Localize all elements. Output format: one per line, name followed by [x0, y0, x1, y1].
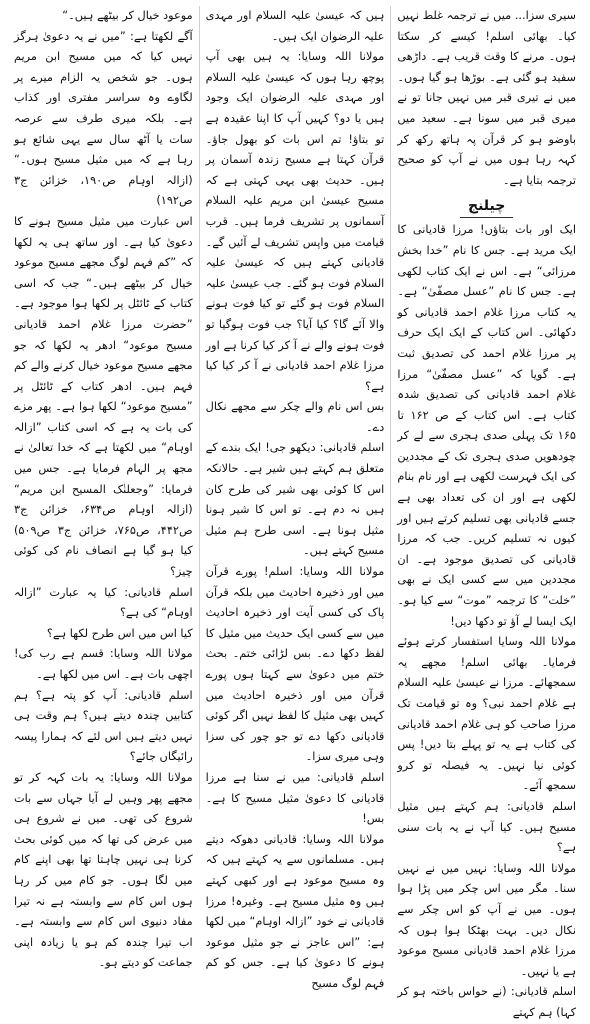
section-heading	[397, 195, 576, 218]
paragraph: کیا اس میں اس طرح لکھا ہے؟	[46, 626, 193, 640]
paragraph: مولانا اللہ وسایا: اسلم! پورے قرآن میں اور ذخیرہ احادیث میں بلکہ قرآن پاک کی کسی آیت اور ذخیرہ احادیث میں سے کسی ایک حدیث میں مثیل کا لفظ دکھا دے۔ بس لڑائی ختم۔ بحث ختم میں دعویٰ سے کہتا ہوں پورے قرآن میں اور ذخیرہ احادیث میں کہیں بھی مثیل کا لفظ نہیں اگر کوئی قادیانی دکھا دے تو جو چور کی سزا وہی میری سزا۔	[205, 565, 385, 764]
paragraph: اس عبارت میں مثیل مسیح ہونے کا دعویٰ کیا ہے۔ اور ساتھ ہی یہ لکھا کہ ”کم فہم لوگ مجھے مسیح موعود خیال کر بیٹھے ہیں۔“ جب کہ اسی کتاب کے ٹائٹل پر لکھا ہوا موجود ہے۔ ”حضرت مرزا غلام احمد قادیانی مسیح موعود“ ادھر یہ لکھا کہ جو مجھے مسیح موعود خیال کرنے والے کم فہم ہیں۔ ادھر کتاب کے ٹائٹل پر ”مسیح موعود“ لکھا ہوا ہے۔ پھر مزے کی بات یہ ہے کہ اسی کتاب ”ازالہ اوہام“ میں لکھتا ہے کہ خدا تعالیٰ نے مجھ پر الہام فرمایا ہے۔ جس میں فرمایا: ”وجعلنٰک المسیح ابن مریم“ (ازالہ اوہام ص۶۳۴، خزائن ج۳ ص۴۴۲، ص۷۶۵، خزائن ج۳ ص۵۰۹) کیا ہو گیا ہے انصاف نام کی کوئی چیز؟	[13, 214, 193, 579]
paragraph: مولانا اللہ وسایا: قسم ہے رب کی! اچھی بات ہے۔ اس میں لکھا ہے۔	[13, 647, 193, 681]
paragraph: اسلم قادیانی: ہم کہتے ہیں مثیل مسیح ہیں۔ کیا آپ نے یہ بات سنی ہے؟	[397, 799, 576, 855]
text-column-right	[391, 6, 582, 1019]
paragraph: سیری سزا... میں نے ترجمہ غلط نہیں کیا۔ بھائی اسلم! کیسے کر سکتا ہوں۔ مرنے کا وقت قریب ہے۔ داڑھی سفید ہو گئی ہے۔ بوڑھا ہو گیا ہوں۔ میں نے تیری قبر میں نہیں جانا تو نے میری قبر میں سونا ہے۔ سعید میں باوضو ہو کر قرآن پہ ہاتھ رکھ کر کہہ رہا ہوں میں نے آپ کو صحیح ترجمہ بتایا ہے۔	[397, 9, 576, 187]
paragraph: مولانا اللہ وسایا: یہ بات کہہ کر تو مجھے پھر وہیں لے آیا جہاں سے بات شروع کی تھی۔ میں نے شروع ہی میں عرض کی تھا کہ میں کوئی بحث کرنا ہی نہیں چاہتا تھا بھی اپنے کام میں لگا ہوں۔ جو کام میں کر رہا ہوں اس کام سے وابستہ ہے نہ تیرا مفاد دنیوی اس کام سے وابستہ ہے۔ اب تیرا چندہ کم ہو یا زیادہ اپنی جماعت کو دیتے ہو۔	[13, 770, 193, 970]
paragraph: ہیں کہ عیسیٰ علیہ السلام اور مہدی علیہ الرضوان ایک ہیں۔	[205, 9, 385, 43]
paragraph: مولانا اللہ وسایا: یہ ہیں بھی آپ پوچھ رہا ہوں کہ عیسیٰ علیہ السلام اور مہدی علیہ الرضوان ایک وجود ہیں یا دو؟ کہیں آپ کا اپنا عقیدہ ہے تو بتاؤ! تم اس بات کو بھول جاؤ۔ قرآن کہتا ہے مسیح زندہ آسمان پر ہیں۔ حدیث بھی یہی کہتی ہے کہ مسیح عیسیٰ ابن مریم علیہ السلام آسمانوں پر تشریف فرما ہیں۔ قرب قیامت میں واپس تشریف لے آئیں گے۔ قادیانی کہتے ہیں کہ عیسیٰ علیہ السلام فوت ہو گئے۔ جب عیسیٰ علیہ السلام فوت ہو گئے تو کیا فوت ہونے والا آئے گا؟ کیا آیا؟ جب فوت ہوگیا تو فوت ہونے والے نے آ کر کیا کرنا ہے اور مرزا غلام احمد قادیانی نے آ کر کیا کیا ہے؟	[205, 50, 385, 393]
paragraph: مولانا اللہ وسایا: نہیں میں نے نہیں سنا۔ مگر میں اس چکر میں پڑا ہوا ہوں۔ میں نے آپ کو اس چکر سے نکال دیں۔ بہت بھٹکا ہوا ہوں کہ مرزا غلام احمد قادیانی مسیح موعود ہے یا نہیں۔	[397, 861, 576, 978]
paragraph: موعود خیال کر بیٹھے ہیں۔“	[62, 9, 193, 22]
text-column-middle	[200, 6, 391, 990]
paragraph: آگے لکھتا ہے: ”میں نے یہ دعویٰ ہرگز نہیں کیا کہ میں مسیح ابن مریم ہوں۔ جو شخص یہ الزام میرے پر لگاوے وہ سراسر مفتری اور کذاب ہے۔ بلکہ میری طرف سے عرصہ سات یا آٹھ سال سے یہی شائع ہو رہا ہے کہ میں مثیل مسیح ہوں۔“ (ازالہ اوہام ص۱۹۰، خزائن ج۳ ص۱۹۲)	[13, 29, 193, 208]
paragraph: اسلم قادیانی: (نے حواس باختہ ہو کر کہا) ہم کہتے	[397, 985, 576, 1019]
heading-text: چیلنج	[460, 195, 513, 218]
paragraph: مولانا اللہ وسایا استفسار کرتے ہوئے فرمایا۔ بھائی اسلم! مجھے یہ سمجھائے۔ مرزا نے عیسیٰ علیہ السلام ہے غلام احمد نبی؟ وہ تو قیامت تک مرزا صاحب کو ہی غلام احمد قادیانی کی کتاب ہے یہ تو پہلے بتا دیں! پس کوئی نیا نہیں۔ یہ فیصلہ تو کرو سمجھ آئے۔	[397, 635, 576, 793]
paragraph: اسلم قادیانی: کیا یہ عبارت ”ازالہ اوہام“ کی ہے؟	[13, 585, 193, 620]
paragraph: بس اس نام والے چکر سے مجھے نکال دے۔	[205, 400, 385, 434]
paragraph: اسلم قادیانی: دیکھو جی! ایک بندے کے متعلق ہم کہتے ہیں شیر ہے۔ حالانکہ اس کا کوئی بھی شیر کی طرح کان ہیں نہ دم ہے۔ تو اس کا شیر ہونا مثیل ہونا ہے۔ اسی طرح ہم مثیل مسیح کہتے ہیں۔	[205, 441, 385, 558]
paragraph: مولانا اللہ وسایا: قادیانی دھوکہ دیتے ہیں۔ مسلمانوں سے یہ کہتے ہیں کہ وہ مسیح موعود ہے اور کبھی کہتے ہیں وہ مثیل مسیح ہے۔ وغیرہ! مرزا قادیانی نے خود ”ازالہ اوہام“ میں لکھا ہے: ”اس عاجز نے جو مثیل موعود ہونے کا دعویٰ کیا ہے۔ جس کو کم فہم لوگ مسیح	[205, 832, 385, 990]
paragraph: ایک اور بات بتاؤں! مرزا قادیانی کا ایک مرید ہے۔ جس کا نام ”خدا بخش مرزائی“ ہے۔ اس نے ایک کتاب لکھی ہے۔ جس کا نام ”عسل مصفّیٰ“ ہے۔ یہ کتاب مرزا غلام احمد قادیانی کو دکھائی۔ اس کتاب کے ایک ایک حرف پر مرزا غلام احمد کی تصدیق ثبت ہے۔ گویا کہ ”عسل مصفّیٰ“ مرزا غلام احمد قادیانی کی تصدیق شدہ کتاب ہے۔ اس کتاب کے ص ۱۶۲ تا ۱۶۵ تک پہلی صدی ہجری سے لے کر چودھویں صدی ہجری تک کے مجددین کی ایک فہرست لکھی ہے اور نام بنام لکھی ہے اور ان کی تعداد بھی ہے جسے قادیانی بھی تسلیم کرتے ہیں اور کیوں نہ تسلیم کریں۔ جب کہ مرزا قادیانی کی تصدیق موجود ہے۔ ان مجددین میں سے کسی ایک نے بھی ”خلت“ کا ترجمہ ”موت“ سے کیا ہو۔ ایک ایسا لے آؤ تو دکھا دیں!	[397, 223, 576, 628]
paragraph: اسلم قادیانی: آپ کو پتہ ہے؟ ہم کتابیں چندہ دیتے ہیں؟ ہم وقت ہی نہیں دیتے ہیں اس لئے کہ ہمارا پیسہ رائیگاں جائے؟	[13, 688, 193, 764]
text-column-left	[8, 6, 199, 970]
paragraph: اسلم قادیانی: میں نے سنا ہے مرزا قادیانی کا دعویٰ مثیل مسیح کا ہے۔ بس!	[205, 770, 385, 826]
